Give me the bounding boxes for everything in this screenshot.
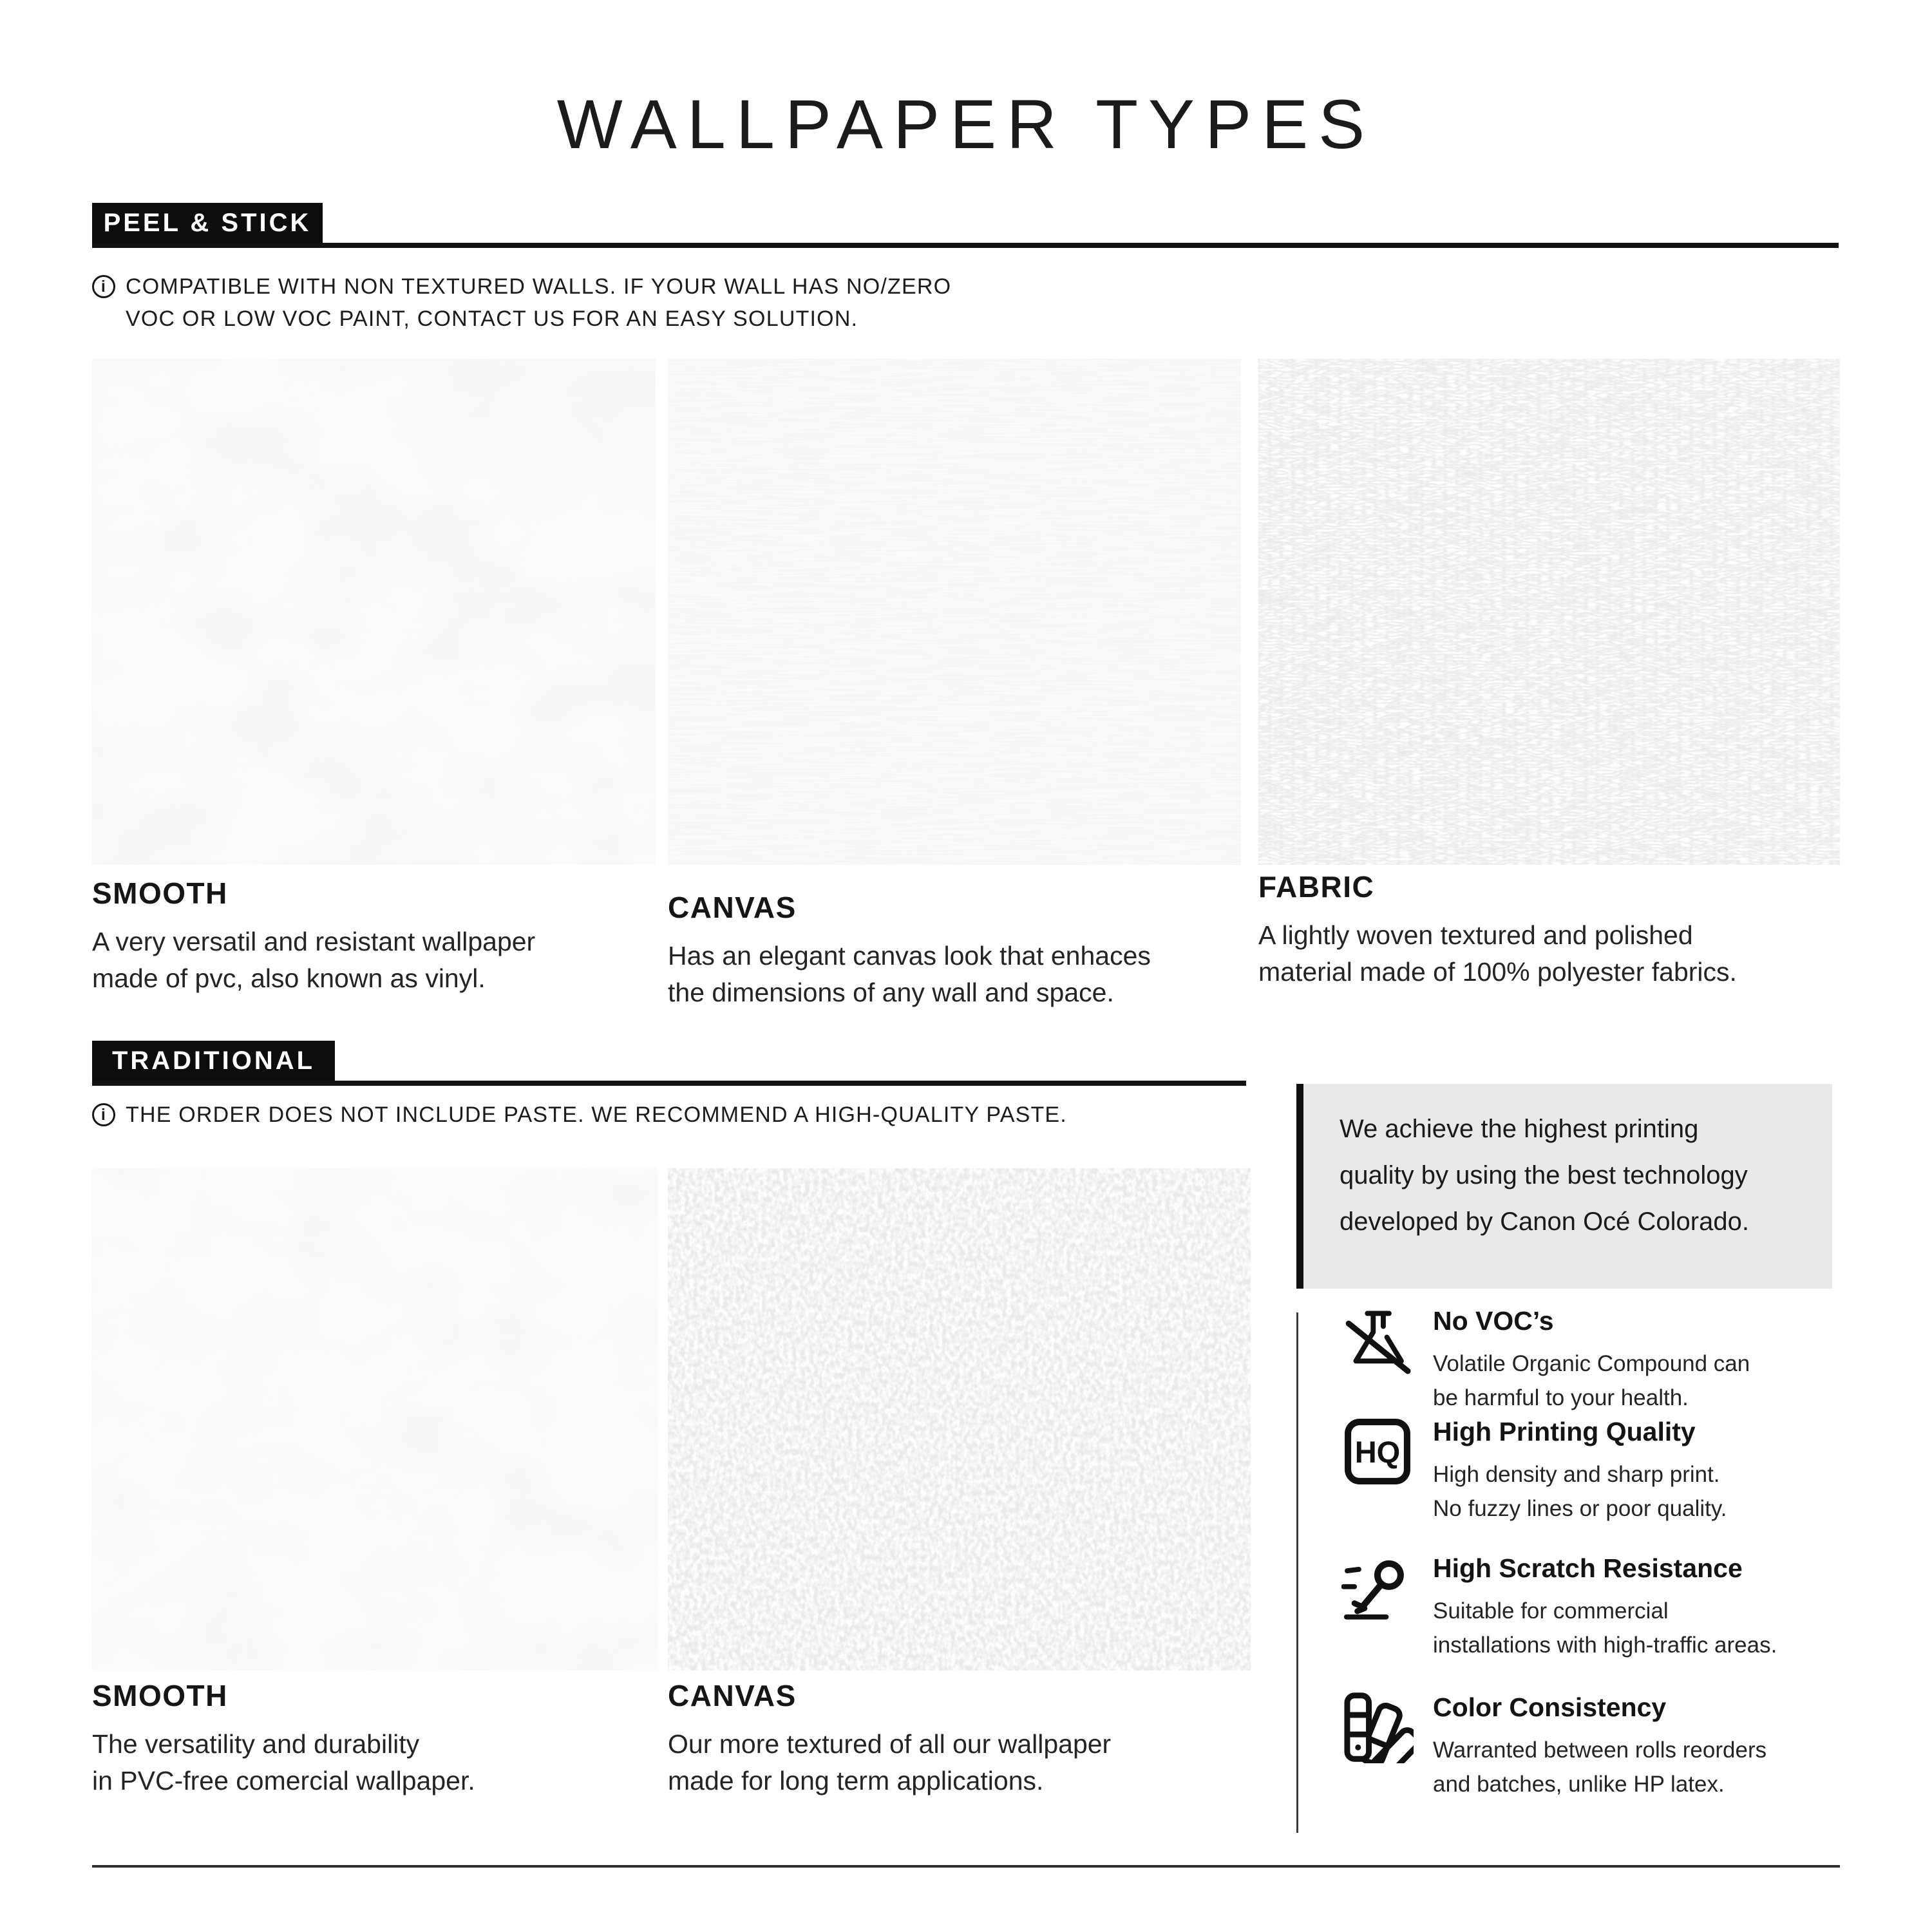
peel-fabric-caption [1258,869,1737,990]
peel-canvas-caption [668,890,1151,1011]
peel-smooth-texture-image [92,359,656,865]
no-voc-flask-icon [1341,1305,1414,1377]
peel-stick-note-line-2: VOC OR LOW VOC PAINT, CONTACT US FOR AN EASY SOLUTION. [126,307,858,331]
color-swatches-icon [1341,1691,1414,1763]
swatch-desc-line: The versatility and durability [92,1729,420,1759]
quality-line: developed by Canon Océ Colorado. [1340,1208,1749,1236]
info-icon [92,1103,115,1126]
swatch-label-smooth: SMOOTH [92,876,228,910]
swatch-desc-line: Our more textured of all our wallpaper [668,1729,1112,1759]
info-icon-glyph: i [100,278,107,296]
swatch-desc-line: A very versatil and resistant wallpaper [92,927,536,956]
swatch-desc-line: the dimensions of any wall and space. [668,978,1114,1007]
swatch-desc-line: in PVC-free comercial wallpaper. [92,1766,475,1795]
feature-no-voc [1341,1305,1850,1415]
feature-desc-line: be harmful to your health. [1433,1385,1689,1410]
quality-line: quality by using the best technology [1340,1161,1748,1189]
section-badge-peel-stick: PEEL & STICK [92,203,323,243]
printing-quality-callout [1296,1084,1832,1289]
traditional-note [92,1099,1067,1131]
peel-stick-note [92,270,951,335]
section-rule-peel-stick [92,243,1839,248]
page-title: WALLPAPER TYPES [556,85,1376,163]
swatch-label-smooth: SMOOTH [92,1679,228,1712]
bottom-divider-line [92,1865,1840,1868]
swatch-desc-line: Has an elegant canvas look that enhaces [668,941,1151,971]
traditional-canvas-texture-image [668,1168,1251,1671]
swatch-label-canvas: CANVAS [668,1679,797,1712]
feature-desc-line: and batches, unlike HP latex. [1433,1772,1725,1797]
feature-title: Color Consistency [1433,1692,1667,1722]
feature-title: No VOC’s [1433,1306,1554,1336]
features-divider-line [1296,1312,1298,1833]
section-rule-traditional [92,1081,1246,1086]
feature-desc-line: Warranted between rolls reorders [1433,1738,1767,1763]
info-icon [92,275,115,298]
feature-title: High Scratch Resistance [1433,1553,1743,1583]
feature-desc-line: Suitable for commercial [1433,1598,1669,1624]
feature-title: High Printing Quality [1433,1417,1696,1446]
svg-text:HQ: HQ [1354,1434,1401,1469]
feature-high-printing-quality [1341,1416,1850,1526]
swatch-desc-line: A lightly woven textured and polished [1258,920,1693,950]
peel-smooth-caption [92,876,535,997]
hq-badge-icon [1341,1416,1414,1488]
feature-high-scratch-resistance [1341,1552,1850,1662]
info-icon-glyph: i [100,1106,107,1124]
feature-desc-line: installations with high-traffic areas. [1433,1633,1777,1658]
quality-line: We achieve the highest printing [1340,1115,1699,1143]
traditional-note-line-1: THE ORDER DOES NOT INCLUDE PASTE. WE RECOMMEND A HIGH-QUALITY PASTE. [126,1103,1067,1127]
key-scratch-icon [1341,1552,1414,1624]
feature-desc-line: No fuzzy lines or poor quality. [1433,1496,1727,1521]
swatch-label-canvas: CANVAS [668,891,797,924]
peel-canvas-texture-image [668,359,1241,865]
traditional-smooth-caption [92,1678,475,1799]
section-badge-traditional: TRADITIONAL [92,1041,335,1081]
peel-stick-note-line-1: COMPATIBLE WITH NON TEXTURED WALLS. IF YOUR WALL HAS NO/ZERO [126,274,952,299]
feature-color-consistency [1341,1691,1850,1801]
feature-desc-line: Volatile Organic Compound can [1433,1351,1750,1376]
traditional-smooth-texture-image [92,1168,658,1671]
swatch-label-fabric: FABRIC [1258,870,1375,904]
swatch-desc-line: material made of 100% polyester fabrics. [1258,957,1737,987]
feature-desc-line: High density and sharp print. [1433,1462,1720,1487]
traditional-canvas-caption [668,1678,1111,1799]
swatch-desc-line: made for long term applications. [668,1766,1044,1795]
peel-fabric-texture-image [1258,359,1840,865]
swatch-desc-line: made of pvc, also known as vinyl. [92,963,486,993]
